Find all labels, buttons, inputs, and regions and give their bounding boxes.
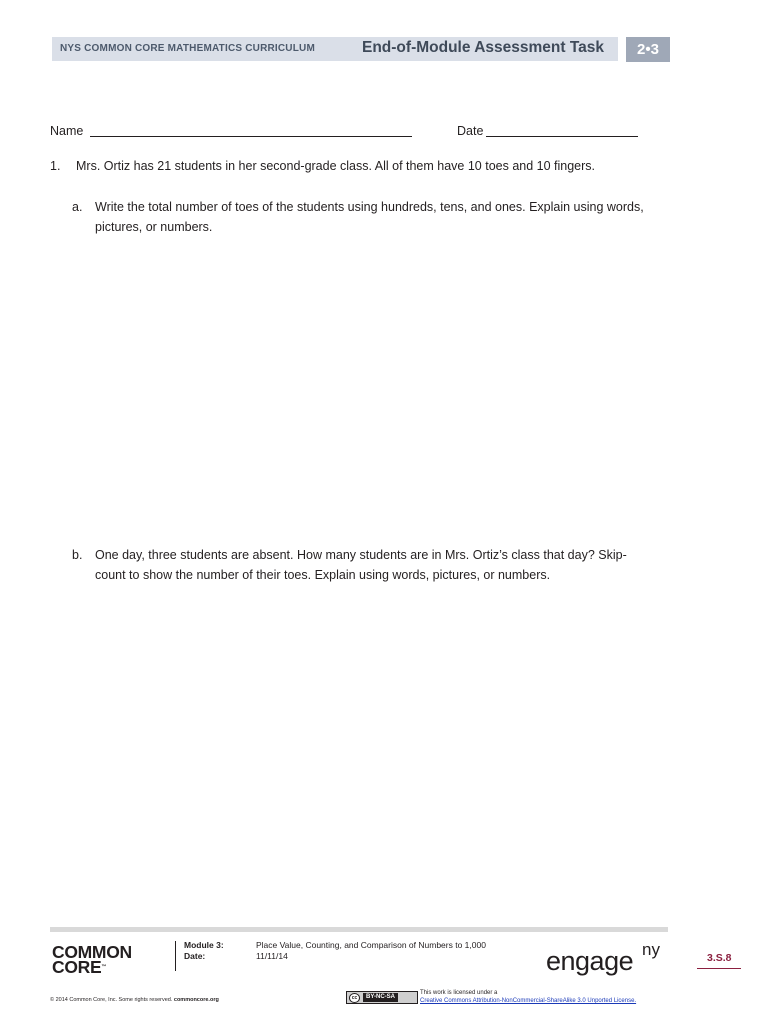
task-title: End-of-Module Assessment Task	[362, 39, 605, 56]
page-code: 3.S.8	[707, 952, 732, 964]
cc-license-badge[interactable]	[346, 991, 418, 1004]
engageny-logo-ny: ny	[642, 940, 660, 959]
part-a-letter: a.	[72, 200, 83, 214]
common-core-logo	[52, 942, 132, 977]
part-a-text-line1: Write the total number of toes of the students using hundreds, tens, and ones. Explain using words,	[95, 200, 644, 214]
date-label: Date	[457, 124, 484, 138]
part-b-letter: b.	[72, 548, 83, 562]
copyright-text: © 2014 Common Core, Inc. Some rights reserved.	[50, 997, 173, 1003]
grade-module-badge: 2•3	[626, 37, 670, 62]
footer-date-value: 11/11/14	[256, 951, 288, 961]
page-code-underline	[697, 968, 741, 969]
logo-trademark: ™	[101, 964, 107, 970]
date-line[interactable]	[486, 136, 638, 137]
name-label: Name	[50, 124, 84, 138]
part-b-text-line1: One day, three students are absent. How many students are in Mrs. Ortiz’s class that day? Skip-	[95, 548, 627, 562]
engageny-logo-text: engage	[546, 946, 634, 976]
curriculum-title: NYS COMMON CORE MATHEMATICS CURRICULUM	[60, 43, 315, 54]
question-stem: Mrs. Ortiz has 21 students in her second-grade class. All of them have 10 toes and 10 fingers.	[76, 159, 596, 173]
license-intro: This work is licensed under a	[420, 990, 498, 996]
logo-line-2: CORE	[52, 957, 102, 977]
part-a-text-line2: pictures, or numbers.	[95, 220, 213, 234]
footer-date-label: Date:	[184, 951, 206, 961]
footer-rule	[50, 927, 668, 932]
copyright-site: commoncore.org	[173, 997, 219, 1003]
cc-badge-label: BY-NC-SA	[363, 993, 398, 1002]
question-number: 1.	[50, 159, 61, 173]
logo-line-1: COMMON	[52, 942, 132, 962]
cc-icon: cc	[349, 993, 360, 1003]
license-link[interactable]: Creative Commons Attribution-NonCommercial-ShareAlike 3.0 Unported License.	[420, 998, 637, 1004]
copyright	[50, 997, 219, 1003]
part-a-answer-area[interactable]	[95, 245, 665, 525]
name-line[interactable]	[90, 136, 412, 137]
part-b-text-line2: count to show the number of their toes. Explain using words, pictures, or numbers.	[95, 568, 551, 582]
module-label: Module 3:	[184, 940, 224, 950]
footer-divider	[175, 941, 176, 971]
part-b-answer-area[interactable]	[95, 595, 665, 915]
module-value: Place Value, Counting, and Comparison of Numbers to 1,000	[256, 940, 486, 950]
